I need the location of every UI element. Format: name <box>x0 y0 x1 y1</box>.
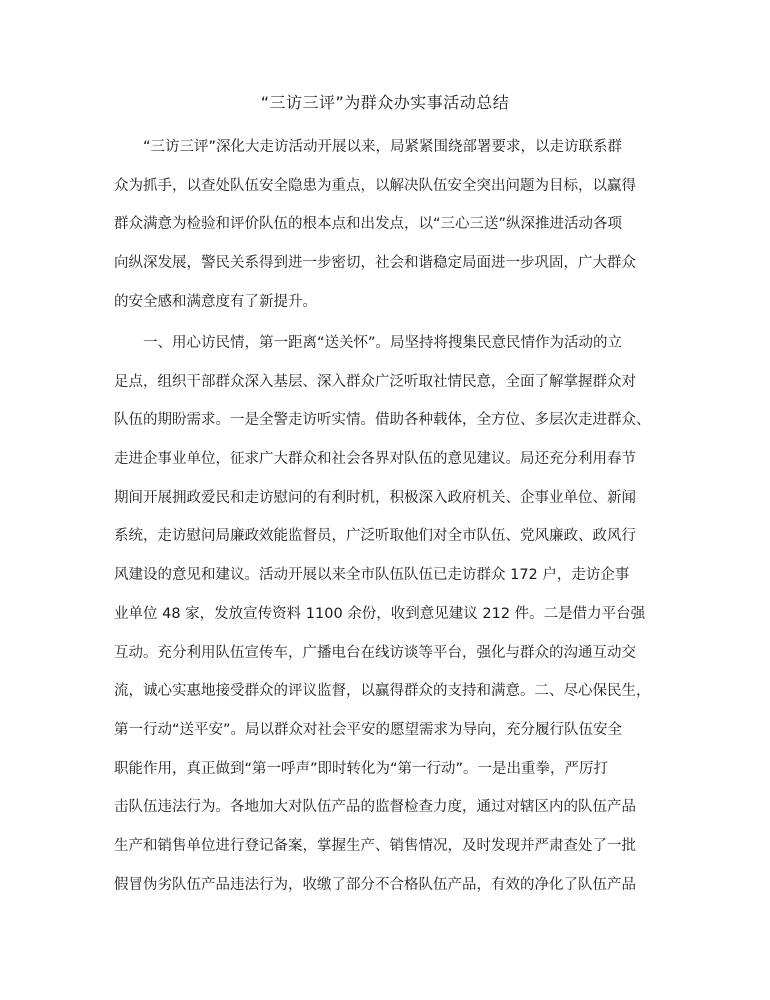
text-line: 生产和销售单位进行登记备案，掌握生产、销售情况，及时发现并严肃查处了一批 <box>114 837 636 854</box>
paragraph-intro <box>114 128 659 321</box>
text-line: 的安全感和满意度有了新提升。 <box>114 293 317 310</box>
text-line: 足点，组织干部群众深入基层、深入群众广泛听取社情民意，全面了解掌握群众对 <box>114 373 636 390</box>
text-line: 第一行动“送平安”。局以群众对社会平安的愿望需求为导向，充分履行队伍安全 <box>114 721 623 738</box>
text-line: 风建设的意见和建议。活动开展以来全市队伍队伍已走访群众 172 户，走访企事 <box>114 567 630 584</box>
text-line: “三访三评”深化大走访活动开展以来，局紧紧围绕部署要求，以走访联系群 <box>143 139 623 155</box>
text-line: 流，诚心实惠地接受群众的评议监督，以赢得群众的支持和满意。二、尽心保民生， <box>114 683 651 700</box>
text-line: 系统，走访慰问局廉政效能监督员，广泛听取他们对全市队伍、党风廉政、政风行 <box>114 528 636 545</box>
text-line: 群众满意为检验和评价队伍的根本点和出发点，以“三心三送”纵深推进活动各项 <box>114 216 623 233</box>
text-line: 假冒伪劣队伍产品违法行为，收缴了部分不合格队伍产品，有效的净化了队伍产品 <box>114 876 636 893</box>
text-line: 互动。充分利用队伍宣传车，广播电台在线访谈等平台，强化与群众的沟通互动交 <box>114 644 636 661</box>
text-line: 走进企事业单位，征求广大群众和社会各界对队伍的意见建议。局还充分利用春节 <box>114 451 636 468</box>
text-line: 职能作用，真正做到“第一呼声”即时转化为“第一行动”。一是出重拳，严厉打 <box>114 760 609 777</box>
paragraph-section-one <box>114 324 659 904</box>
text-line: 期间开展拥政爱民和走访慰问的有利时机，积极深入政府机关、企事业单位、新闻 <box>114 489 636 506</box>
text-line: 众为抓手，以查处队伍安全隐患为重点，以解决队伍安全突出问题为目标，以赢得 <box>114 177 636 194</box>
text-line: 击队伍违法行为。各地加大对队伍产品的监督检查力度，通过对辖区内的队伍产品 <box>114 799 636 816</box>
text-line: 业单位 48 家，发放宣传资料 1100 余份，收到意见建议 212 件。二是借力平台强 <box>114 605 646 622</box>
text-line: 一、用心访民情，第一距离“送关怀”。局坚持将搜集民意民情作为活动的立 <box>143 335 623 351</box>
text-line: 向纵深发展，警民关系得到进一步密切，社会和谐稳定局面进一步巩固，广大群众 <box>114 255 636 272</box>
text-line: 队伍的期盼需求。一是全警走访听实情。借助各种载体，全方位、多层次走进群众、 <box>114 412 651 429</box>
document-title: “三访三评”为群众办实事活动总结 <box>260 93 510 112</box>
